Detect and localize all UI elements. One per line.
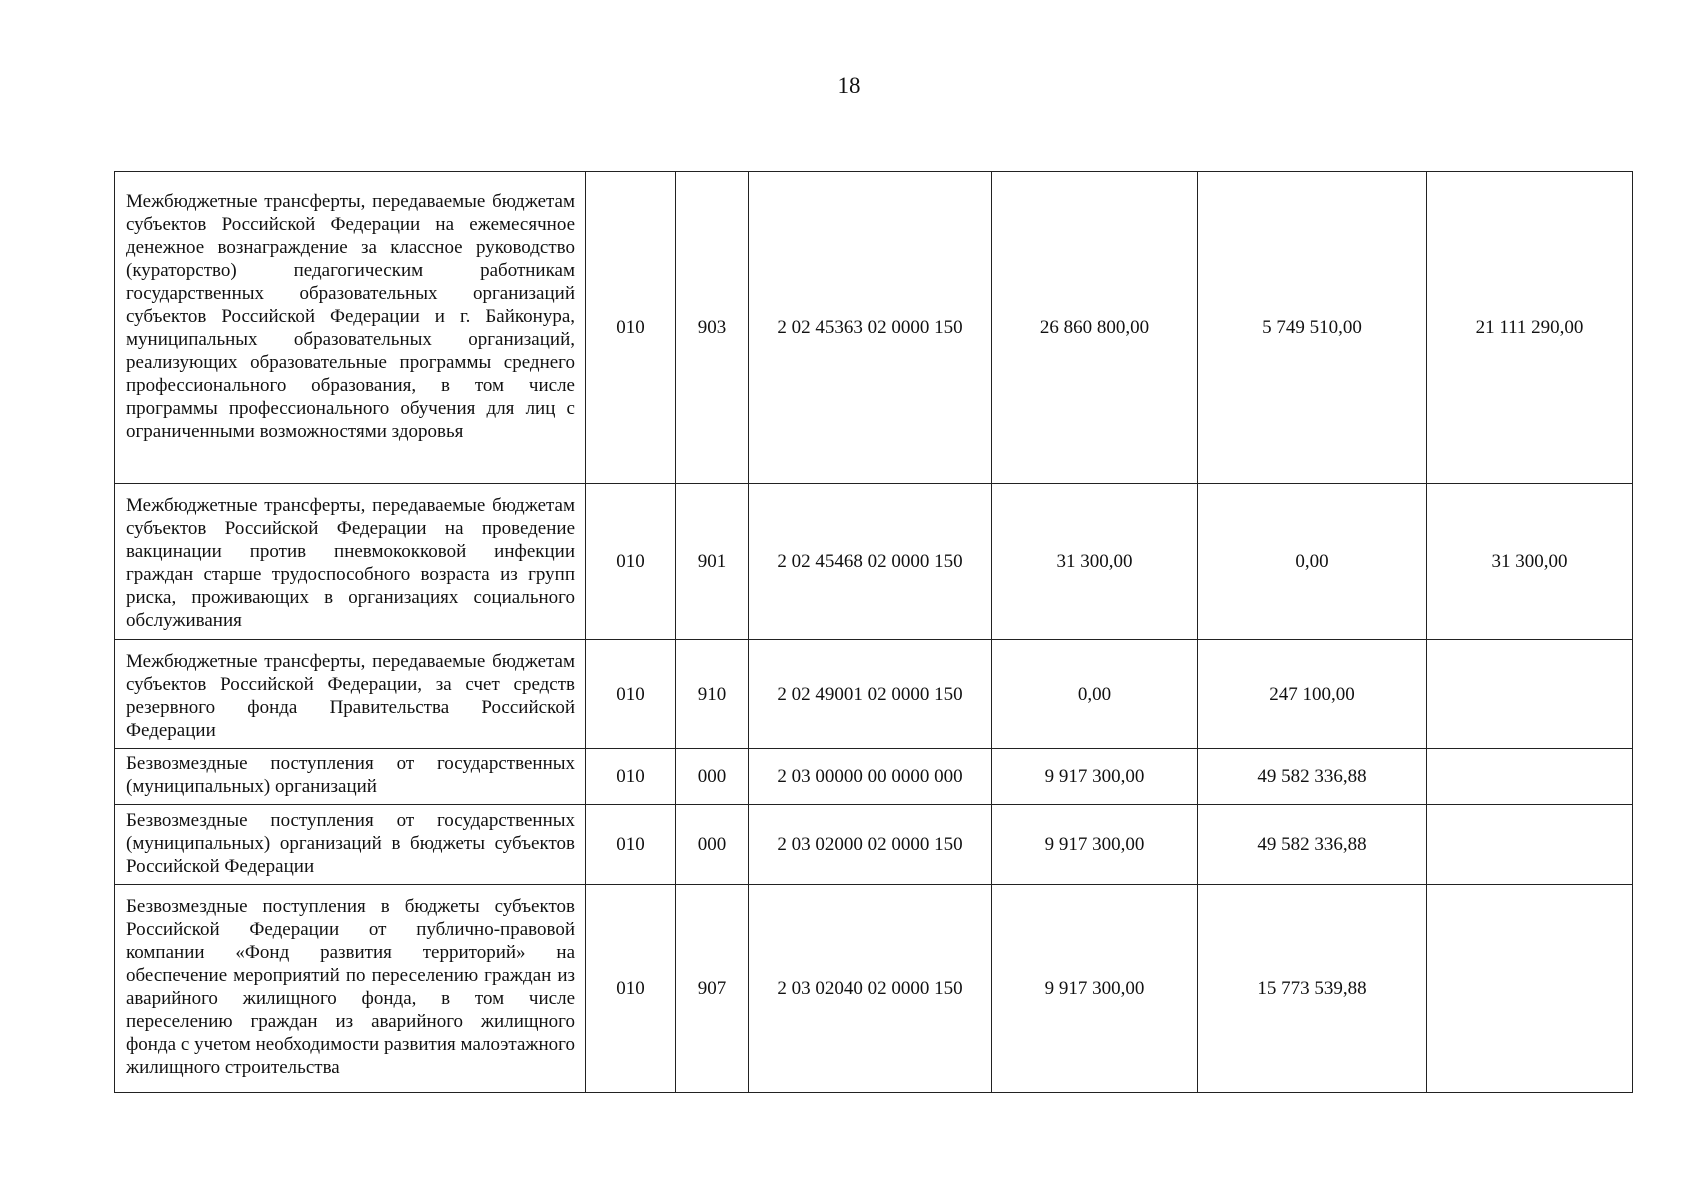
row-amount-2: 15 773 539,88 [1198,885,1427,1093]
row-description: Безвозмездные поступления в бюджеты субъектов Российской Федерации от публично-правовой компании «Фонд развития территорий» на обеспечение мероприятий по переселению граждан из аварийного жилищного фонда, в том числе переселению граждан из аварийного жилищного фонда с учетом необходимости развития малоэтажного жилищного строительства [115,885,586,1093]
row-description: Межбюджетные трансферты, передаваемые бюджетам субъектов Российской Федерации на ежемесячное денежное вознаграждение за классное руководство (кураторство) педагогическим работникам государственных образовательных организаций субъектов Российской Федерации и г. Байконура, муниципальных образовательных организаций, реализующих образовательные программы среднего профессионального образования, в том числе программы профессионального обучения для лиц с ограниченными возможностями здоровья [115,172,586,484]
row-amount-1: 9 917 300,00 [992,805,1198,885]
row-amount-2: 0,00 [1198,484,1427,640]
row-amount-2: 247 100,00 [1198,640,1427,749]
row-code-1: 010 [586,640,676,749]
row-amount-2: 49 582 336,88 [1198,805,1427,885]
page-number: 18 [837,73,861,98]
row-amount-1: 0,00 [992,640,1198,749]
row-code-1: 010 [586,484,676,640]
row-description: Безвозмездные поступления от государственных (муниципальных) организаций в бюджеты субъектов Российской Федерации [115,805,586,885]
row-kbk-code: 2 03 02000 02 0000 150 [749,805,992,885]
row-amount-1: 31 300,00 [992,484,1198,640]
row-amount-1: 9 917 300,00 [992,749,1198,805]
row-description: Безвозмездные поступления от государственных (муниципальных) организаций [115,749,586,805]
table-row [115,805,1633,885]
row-description: Межбюджетные трансферты, передаваемые бюджетам субъектов Российской Федерации, за счет средств резервного фонда Правительства Российской Федерации [115,640,586,749]
row-code-1: 010 [586,172,676,484]
row-amount-3 [1427,640,1633,749]
row-amount-1: 26 860 800,00 [992,172,1198,484]
row-amount-3 [1427,885,1633,1093]
row-code-2: 000 [676,805,749,885]
budget-revenue-table [114,171,1633,1093]
table-row [115,640,1633,749]
row-kbk-code: 2 02 45468 02 0000 150 [749,484,992,640]
table-row [115,484,1633,640]
row-amount-1: 9 917 300,00 [992,885,1198,1093]
row-amount-3: 31 300,00 [1427,484,1633,640]
row-code-2: 910 [676,640,749,749]
row-amount-2: 49 582 336,88 [1198,749,1427,805]
row-amount-3: 21 111 290,00 [1427,172,1633,484]
row-code-2: 901 [676,484,749,640]
row-code-2: 907 [676,885,749,1093]
table-row [115,885,1633,1093]
row-code-1: 010 [586,885,676,1093]
table-row [115,749,1633,805]
row-kbk-code: 2 03 02040 02 0000 150 [749,885,992,1093]
row-amount-3 [1427,749,1633,805]
table-row [115,172,1633,484]
row-code-2: 903 [676,172,749,484]
row-description: Межбюджетные трансферты, передаваемые бюджетам субъектов Российской Федерации на проведение вакцинации против пневмококковой инфекции граждан старше трудоспособного возраста из групп риска, проживающих в организациях социального обслуживания [115,484,586,640]
row-kbk-code: 2 02 45363 02 0000 150 [749,172,992,484]
row-amount-2: 5 749 510,00 [1198,172,1427,484]
row-code-1: 010 [586,749,676,805]
row-code-1: 010 [586,805,676,885]
row-code-2: 000 [676,749,749,805]
row-kbk-code: 2 03 00000 00 0000 000 [749,749,992,805]
row-kbk-code: 2 02 49001 02 0000 150 [749,640,992,749]
row-amount-3 [1427,805,1633,885]
